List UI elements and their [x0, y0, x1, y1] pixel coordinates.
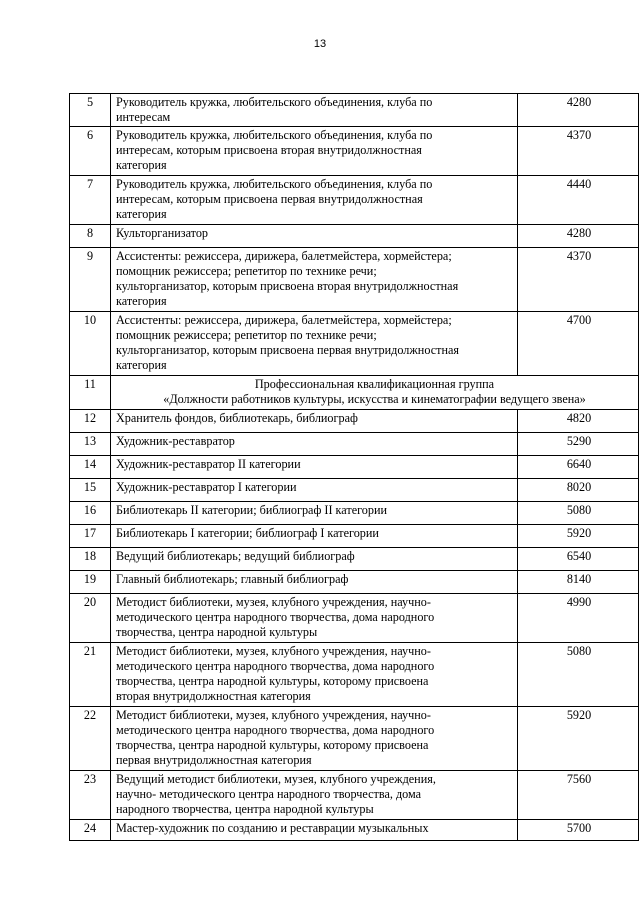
row-number: 8: [70, 225, 111, 248]
salary-value: 5700: [518, 820, 639, 841]
text-line: Ассистенты: режиссера, дирижера, балетмейстера, хормейстера;: [116, 313, 452, 327]
table-row: [70, 525, 639, 548]
position-name: [111, 312, 518, 376]
salary-value: 8020: [518, 479, 639, 502]
salary-table: [69, 93, 639, 841]
salary-value: 7560: [518, 771, 639, 820]
text-line: народного творчества, центра народной культуры: [116, 802, 374, 816]
table-row: [70, 594, 639, 643]
position-name: [111, 771, 518, 820]
salary-value: 4820: [518, 410, 639, 433]
salary-value: 6640: [518, 456, 639, 479]
text-line: Художник-реставратор I категории: [116, 480, 297, 494]
text-line: Культорганизатор: [116, 226, 209, 240]
salary-value: 5080: [518, 643, 639, 707]
text-line: категория: [116, 358, 167, 372]
text-line: Руководитель кружка, любительского объединения, клуба по: [116, 177, 433, 191]
text-line: категория: [116, 294, 167, 308]
table-row: [70, 571, 639, 594]
table-row: [70, 548, 639, 571]
position-name: [111, 571, 518, 594]
table-row: [70, 410, 639, 433]
text-line: методического центра народного творчества, дома народного: [116, 659, 435, 673]
row-number: 20: [70, 594, 111, 643]
text-line: Ведущий методист библиотеки, музея, клубного учреждения,: [116, 772, 436, 786]
text-line: творчества, центра народной культуры, которому присвоена: [116, 738, 429, 752]
row-number: 23: [70, 771, 111, 820]
table-row: [70, 502, 639, 525]
table-row: [70, 456, 639, 479]
text-line: категория: [116, 158, 167, 172]
row-number: 17: [70, 525, 111, 548]
group-title: [111, 376, 639, 410]
text-line: творчества, центра народной культуры, которому присвоена: [116, 674, 429, 688]
row-number: 16: [70, 502, 111, 525]
table-row: [70, 127, 639, 176]
text-line: Библиотекарь II категории; библиограф II категории: [116, 503, 388, 517]
row-number: 11: [70, 376, 111, 410]
text-line: методического центра народного творчества, дома народного: [116, 723, 435, 737]
position-name: [111, 433, 518, 456]
text-line: методического центра народного творчества, дома народного: [116, 610, 435, 624]
row-number: 14: [70, 456, 111, 479]
table-row: [70, 312, 639, 376]
text-line: Художник-реставратор II категории: [116, 457, 301, 471]
row-number: 21: [70, 643, 111, 707]
table-row: [70, 643, 639, 707]
salary-value: 5920: [518, 525, 639, 548]
text-line: научно- методического центра народного творчества, дома: [116, 787, 422, 801]
salary-value: 5080: [518, 502, 639, 525]
position-name: [111, 479, 518, 502]
text-line: Хранитель фондов, библиотекарь, библиограф: [116, 411, 358, 425]
position-name: [111, 94, 518, 127]
salary-value: 4370: [518, 127, 639, 176]
position-name: [111, 643, 518, 707]
position-name: [111, 176, 518, 225]
row-number: 13: [70, 433, 111, 456]
text-line: Ассистенты: режиссера, дирижера, балетмейстера, хормейстера;: [116, 249, 452, 263]
text-line: Методист библиотеки, музея, клубного учреждения, научно-: [116, 708, 431, 722]
table-row: [70, 433, 639, 456]
table-row: [70, 225, 639, 248]
row-number: 12: [70, 410, 111, 433]
text-line: культорганизатор, которым присвоена вторая внутридолжностная: [116, 279, 459, 293]
row-number: 7: [70, 176, 111, 225]
text-line: Профессиональная квалификационная группа: [254, 377, 495, 391]
row-number: 19: [70, 571, 111, 594]
row-number: 5: [70, 94, 111, 127]
row-number: 6: [70, 127, 111, 176]
row-number: 10: [70, 312, 111, 376]
salary-value: 4990: [518, 594, 639, 643]
text-line: Методист библиотеки, музея, клубного учреждения, научно-: [116, 644, 431, 658]
position-name: [111, 502, 518, 525]
page-number: 13: [313, 38, 327, 50]
position-name: [111, 548, 518, 571]
text-line: помощник режиссера; репетитор по технике речи;: [116, 328, 377, 342]
salary-value: 4440: [518, 176, 639, 225]
salary-value: 4280: [518, 225, 639, 248]
text-line: интересам: [116, 110, 171, 124]
table-row: [70, 176, 639, 225]
position-name: [111, 456, 518, 479]
table-row: [70, 479, 639, 502]
table-row: [70, 771, 639, 820]
position-name: [111, 707, 518, 771]
salary-value: 8140: [518, 571, 639, 594]
text-line: Методист библиотеки, музея, клубного учреждения, научно-: [116, 595, 431, 609]
salary-value: 4700: [518, 312, 639, 376]
text-line: Главный библиотекарь; главный библиограф: [116, 572, 349, 586]
row-number: 9: [70, 248, 111, 312]
text-line: Ведущий библиотекарь; ведущий библиограф: [116, 549, 355, 563]
position-name: [111, 127, 518, 176]
text-line: творчества, центра народной культуры: [116, 625, 318, 639]
text-line: интересам, которым присвоена вторая внутридолжностная: [116, 143, 422, 157]
text-line: Художник-реставратор: [116, 434, 235, 448]
position-name: [111, 225, 518, 248]
text-line: «Должности работников культуры, искусства и кинематографии ведущего звена»: [163, 392, 586, 406]
text-line: помощник режиссера; репетитор по технике речи;: [116, 264, 377, 278]
row-number: 24: [70, 820, 111, 841]
text-line: интересам, которым присвоена первая внутридолжностная: [116, 192, 423, 206]
salary-value: 5290: [518, 433, 639, 456]
table-row: [70, 94, 639, 127]
row-number: 18: [70, 548, 111, 571]
salary-value: 6540: [518, 548, 639, 571]
text-line: культорганизатор, которым присвоена первая внутридолжностная: [116, 343, 459, 357]
salary-value: 4370: [518, 248, 639, 312]
text-line: первая внутридолжностная категория: [116, 753, 312, 767]
text-line: Библиотекарь I категории; библиограф I категории: [116, 526, 379, 540]
table-row: [70, 820, 639, 841]
text-line: Руководитель кружка, любительского объединения, клуба по: [116, 95, 433, 109]
table-row: [70, 707, 639, 771]
position-name: [111, 820, 518, 841]
position-name: [111, 248, 518, 312]
text-line: Мастер-художник по созданию и реставрации музыкальных: [116, 821, 429, 835]
salary-value: 4280: [518, 94, 639, 127]
row-number: 22: [70, 707, 111, 771]
text-line: Руководитель кружка, любительского объединения, клуба по: [116, 128, 433, 142]
text-line: вторая внутридолжностная категория: [116, 689, 311, 703]
table-row: [70, 248, 639, 312]
position-name: [111, 594, 518, 643]
position-name: [111, 525, 518, 548]
table-group-header-row: [70, 376, 639, 410]
row-number: 15: [70, 479, 111, 502]
salary-value: 5920: [518, 707, 639, 771]
text-line: категория: [116, 207, 167, 221]
position-name: [111, 410, 518, 433]
